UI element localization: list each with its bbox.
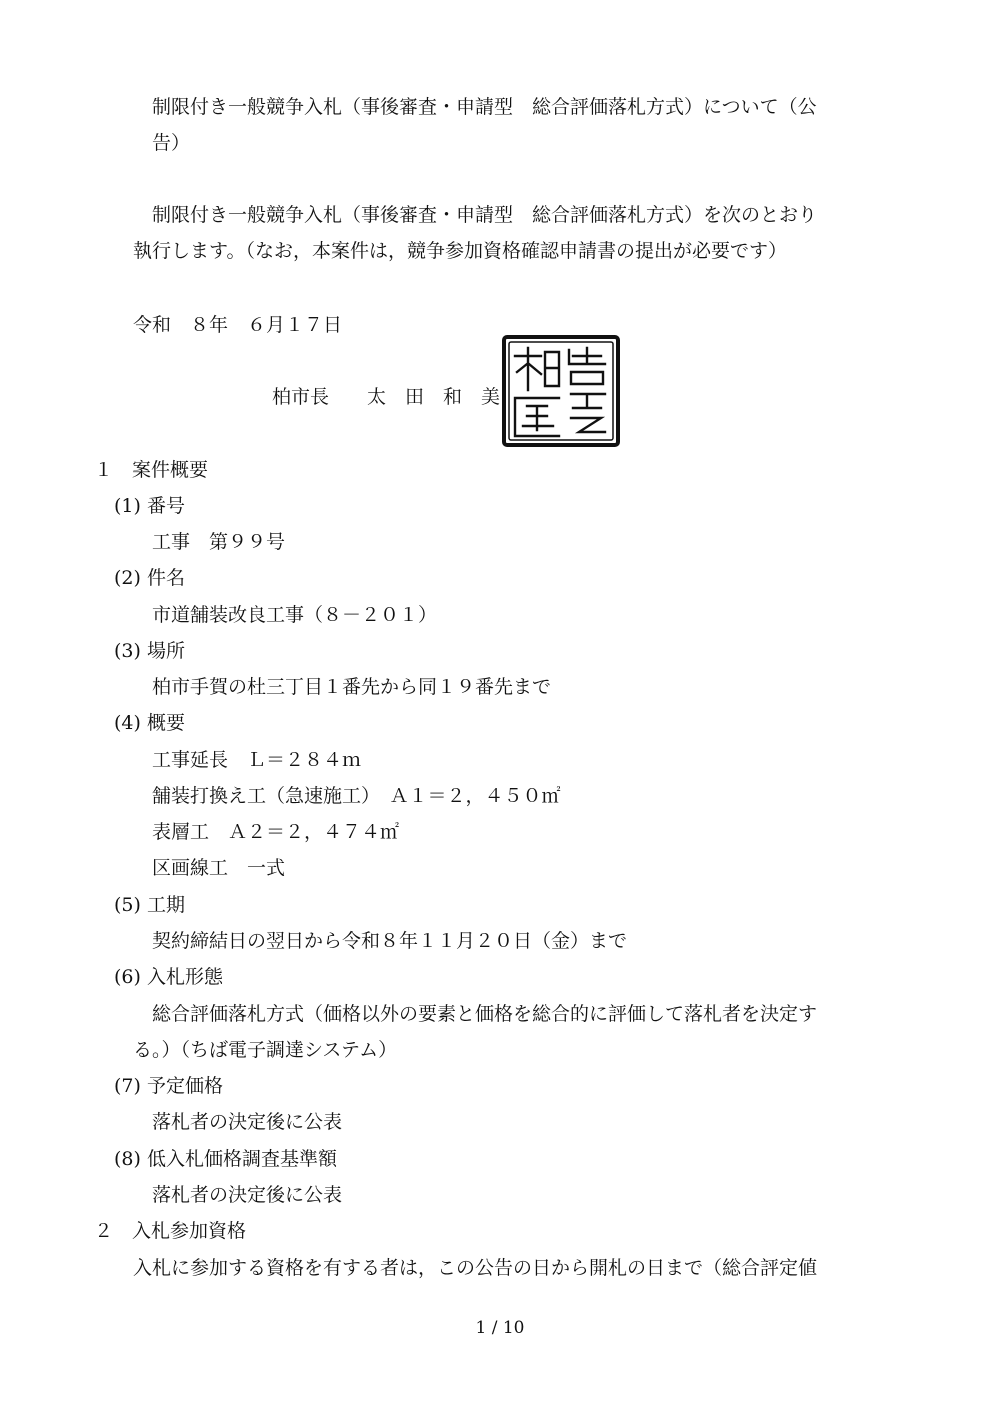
page-number: 1 / 10 [475,1318,525,1338]
item-4-line-1: 工事延長 Ｌ＝２８４ｍ [152,749,362,771]
item-2-heading: (2) 件名 [114,567,185,589]
section-2-heading: ２ 入札参加資格 [94,1220,247,1242]
item-3-body: 柏市手賀の杜三丁目１番先から同１９番先まで [152,676,552,698]
item-2-body: 市道舗装改良工事（８－２０１） [152,604,438,626]
title-line-2: 告） [152,132,191,154]
section-1-heading: １ 案件概要 [94,459,209,481]
item-7-body: 落札者の決定後に公表 [152,1111,343,1133]
item-6-line-1: 総合評価落札方式（価格以外の要素と価格を総合的に評価して落札者を決定す [152,1003,818,1025]
item-8-heading: (8) 低入札価格調査基準額 [114,1148,337,1170]
item-4-heading: (4) 概要 [114,712,185,734]
item-4-line-4: 区画線工 一式 [152,857,286,879]
item-1-heading: (1) 番号 [114,495,185,517]
notice-date: 令和 ８年 ６月１７日 [133,314,343,336]
item-7-heading: (7) 予定価格 [114,1075,223,1097]
item-4-line-2: 舗装打換え工（急速施工） Ａ１＝２，４５０㎡ [152,785,561,807]
intro-line-2: 執行します。（なお，本案件は，競争参加資格確認申請書の提出が必要です） [133,240,787,262]
item-6-line-2: る。）（ちば電子調達システム） [133,1039,398,1061]
signer-name: 柏市長 太 田 和 美 [272,386,501,408]
item-1-body: 工事 第９９号 [152,531,286,553]
item-5-heading: (5) 工期 [114,894,185,916]
item-8-body: 落札者の決定後に公表 [152,1184,343,1206]
item-6-heading: (6) 入札形態 [114,966,223,988]
item-5-body: 契約締結日の翌日から令和８年１１月２０日（金）まで [152,930,628,952]
intro-line-1: 制限付き一般競争入札（事後審査・申請型 総合評価落札方式）を次のとおり [152,204,818,226]
item-3-heading: (3) 場所 [114,640,185,662]
section-2-body: 入札に参加する資格を有する者は，この公告の日から開札の日まで（総合評定値 [133,1257,818,1279]
official-seal-stamp [501,334,621,448]
item-4-line-3: 表層工 Ａ２＝２，４７４㎡ [152,821,400,843]
title-line-1: 制限付き一般競争入札（事後審査・申請型 総合評価落札方式）について（公 [152,96,817,118]
